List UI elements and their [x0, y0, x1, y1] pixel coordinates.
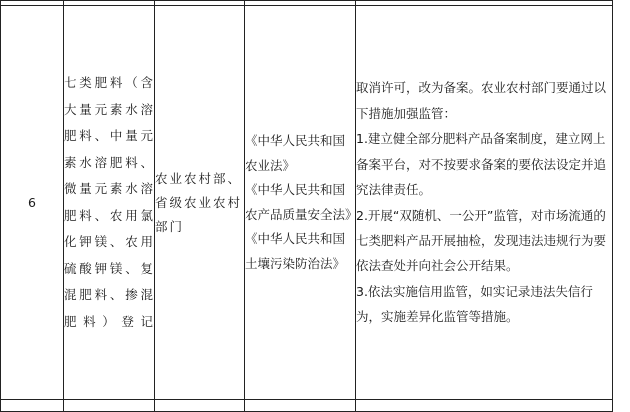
measures-list — [356, 75, 612, 329]
law-item: 《中华人民共和国土壤污染防治法》 — [245, 231, 346, 271]
item-name-cell — [64, 6, 155, 400]
row-number-cell — [1, 6, 64, 400]
department-name: 农业农村部、省级农业农村部门 — [155, 170, 243, 234]
table-row-bottom-edge — [1, 400, 613, 412]
measure-item: 1.建立健全部分肥料产品备案制度，建立网上备案平台，对不按要求备案的要依法设定并追究法律责任。 — [356, 131, 607, 198]
department-cell — [155, 6, 245, 400]
measure-item: 2.开展“双随机、一公开”监管，对市场流通的七类肥料产品开展抽检，发现违法违规行为要依法查处并向社会公开结果。 — [356, 207, 607, 274]
measures-cell — [356, 6, 613, 400]
law-item: 《中华人民共和国农业法》 — [245, 133, 346, 173]
table-row — [1, 6, 613, 400]
legal-basis-list — [245, 129, 358, 276]
row-number: 6 — [28, 195, 36, 210]
measure-intro: 取消许可，改为备案。农业农村部门要通过以下措施加强监管： — [356, 80, 607, 121]
measure-item: 3.依法实施信用监管，如实记录违法失信行为，实施差异化监管等措施。 — [356, 283, 593, 325]
item-name: 七类肥料（含大量元素水溶肥料、中量元素水溶肥料、微量元素水溶肥料、农用氯化钾镁、农用硫酸钾镁、复混肥料、掺混肥料）登记 — [64, 75, 154, 329]
legal-basis-cell — [245, 6, 356, 400]
law-item: 《中华人民共和国农产品质量安全法》 — [245, 182, 358, 222]
